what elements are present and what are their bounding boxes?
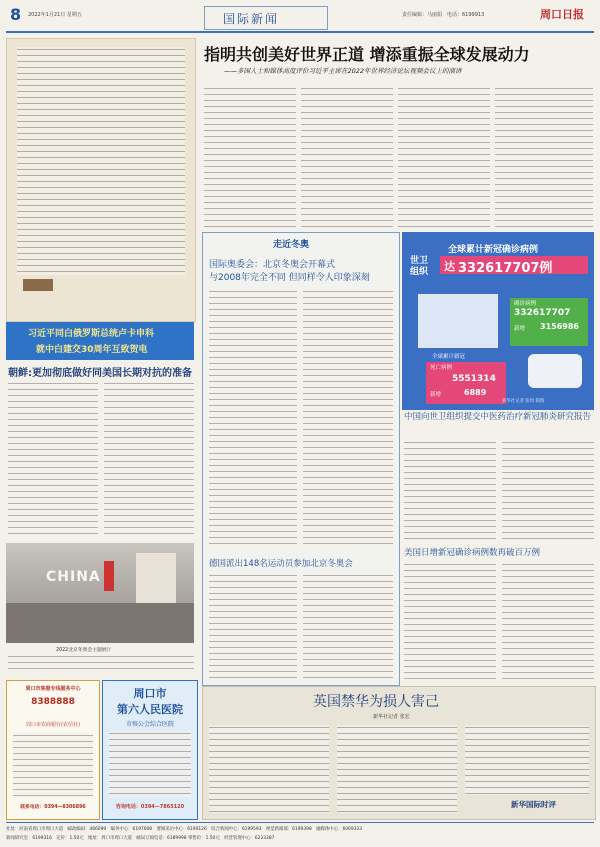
new-deaths-value: 6889	[464, 388, 487, 397]
hospital-line-1: 周口市	[133, 687, 167, 700]
lead-text-col-2	[301, 86, 393, 228]
date-line: 2022年1月21日 星期五	[28, 12, 82, 18]
paper-name: 周口日报	[540, 8, 584, 21]
us-text-1	[404, 562, 496, 680]
lead-text-col-4	[495, 86, 593, 228]
ad-hospital	[102, 680, 198, 820]
us-article-title: 美国日增新冠确诊病例数再破百万例	[404, 548, 541, 558]
covid-new-label: 全球累计新冠	[432, 354, 466, 360]
left-column	[6, 38, 196, 678]
olympics-text-3	[209, 573, 297, 679]
editorial-box	[6, 38, 196, 322]
photo-floor	[6, 603, 194, 643]
lead-subheadline: ——多国人士和媒体高度评价习近平主席在2022年世界经济论坛视频会议上的演讲	[224, 67, 462, 75]
ad-bank-body: 周口市农商银行(农信社)	[26, 722, 80, 728]
commentary-box	[202, 686, 596, 820]
mask-illustration	[528, 354, 582, 388]
section-banner	[204, 6, 328, 30]
ad-bank-text	[13, 733, 93, 797]
covid-infographic	[402, 232, 594, 410]
article-text-korea-2	[104, 381, 194, 539]
olympics-text-4	[303, 573, 393, 679]
new-cases-prefix: 新增	[514, 326, 526, 332]
who-text-2	[502, 440, 594, 540]
confirmed-block	[510, 298, 588, 346]
ad-bank-phone: 8388888	[31, 697, 75, 707]
covid-total: 332617707例	[458, 261, 553, 276]
winter-olympics-box	[202, 232, 400, 686]
article-title-korea: 朝鲜:更加彻底做好同美国长期对抗的准备	[8, 368, 192, 379]
ad-bank	[6, 680, 100, 820]
masthead-rule	[6, 31, 594, 33]
who-text-1	[404, 440, 496, 540]
article-text-korea-1	[8, 381, 98, 539]
new-deaths-prefix: 新增	[430, 392, 442, 398]
lead-headline: 指明共创美好世界正道 增添重振全球发展动力	[204, 45, 530, 64]
editorial-photo-stamp	[23, 279, 53, 291]
page-number: 8	[10, 5, 22, 24]
banner-line-1: 习近平同白俄罗斯总统卢卡申科	[28, 329, 155, 339]
hospital-phone: 咨询电话：0394—7865120	[115, 804, 185, 810]
ad-bank-name: 周口市客服专线服务中心	[25, 686, 81, 692]
olympics-text-1	[209, 289, 297, 549]
photo-panel	[136, 553, 176, 603]
editor-info: 责任编辑：马丽娟 电话：6199913	[402, 12, 485, 18]
covid-total-prefix: 达	[444, 260, 455, 273]
photo-caption: 2022北京冬奥会主题展厅	[56, 648, 112, 653]
olympics-title-1: 国际奥委会：北京冬奥会开幕式	[209, 260, 336, 270]
commentary-text-1	[209, 725, 329, 813]
hospital-line-2: 第六人民医院	[117, 703, 183, 716]
photo-caption-text	[8, 654, 194, 674]
new-cases-value: 3156986	[540, 322, 579, 331]
commentary-byline: 新华社记者 张宏	[373, 714, 410, 720]
covid-title: 全球累计新冠确诊病例	[448, 245, 539, 255]
deaths-block	[426, 362, 506, 404]
deaths-value: 5551314	[452, 374, 496, 384]
ad-bank-slogan: 联系电话：0394—8306896	[20, 805, 86, 810]
confirmed-value: 332617707	[514, 308, 571, 318]
olympics-second-title: 德国派出148名运动员参加北京冬奥会	[209, 559, 353, 569]
section-title: 国际新闻	[223, 12, 280, 26]
banner-line-2: 就中白建交30周年互致贺电	[36, 345, 148, 355]
olympics-tag: 走近冬奥	[273, 240, 310, 250]
commentary-text-2	[337, 725, 457, 813]
covid-org: 世卫组织	[410, 256, 429, 277]
news-banner	[6, 322, 194, 360]
editorial-text	[17, 47, 185, 275]
deaths-label: 死亡病例	[430, 365, 453, 371]
lead-text-col-3	[398, 86, 490, 228]
lead-text-col-1	[204, 86, 296, 228]
footer-line-1: 社址：河南省周口市周口大道 邮政编码：466099 编务中心：6197608 要闻采访中心：6190126 综合新闻中心：6199593 视觉新闻部：6199398 融媒体中心：6069333	[6, 827, 363, 832]
commentary-headline: 英国禁华为损人害己	[313, 694, 439, 710]
expo-photo	[6, 543, 194, 643]
photo-decoration	[104, 561, 114, 591]
hospital-line-3: 市殡公会综合医院	[125, 721, 174, 728]
who-article-title: 中国向世卫组织提交中医药治疗新冠肺炎研究报告	[404, 412, 592, 422]
olympics-title-2: 与2008年完全不同 但同样令人印象深刻	[209, 273, 370, 283]
us-text-2	[502, 562, 594, 680]
olympics-text-2	[303, 289, 393, 549]
commentary-label: 新华国际时评	[511, 800, 556, 809]
hospital-services	[109, 731, 191, 797]
covid-total-box	[440, 256, 588, 274]
footer-line-2: 新闻研究室：6199316 定价：1.50元 地址：周口市周口大道 邮局订阅电话：6189998 零售价：1.50元 经营管理中心：6223387	[6, 836, 275, 841]
covid-note-text	[418, 294, 498, 348]
covid-credit: 新华社记者 张玥 制图	[502, 399, 545, 404]
confirmed-label: 确诊病例	[514, 301, 537, 307]
footer-rule	[6, 822, 594, 823]
photo-sign: CHINA	[46, 569, 101, 585]
masthead	[0, 0, 600, 32]
commentary-text-3	[465, 725, 589, 795]
